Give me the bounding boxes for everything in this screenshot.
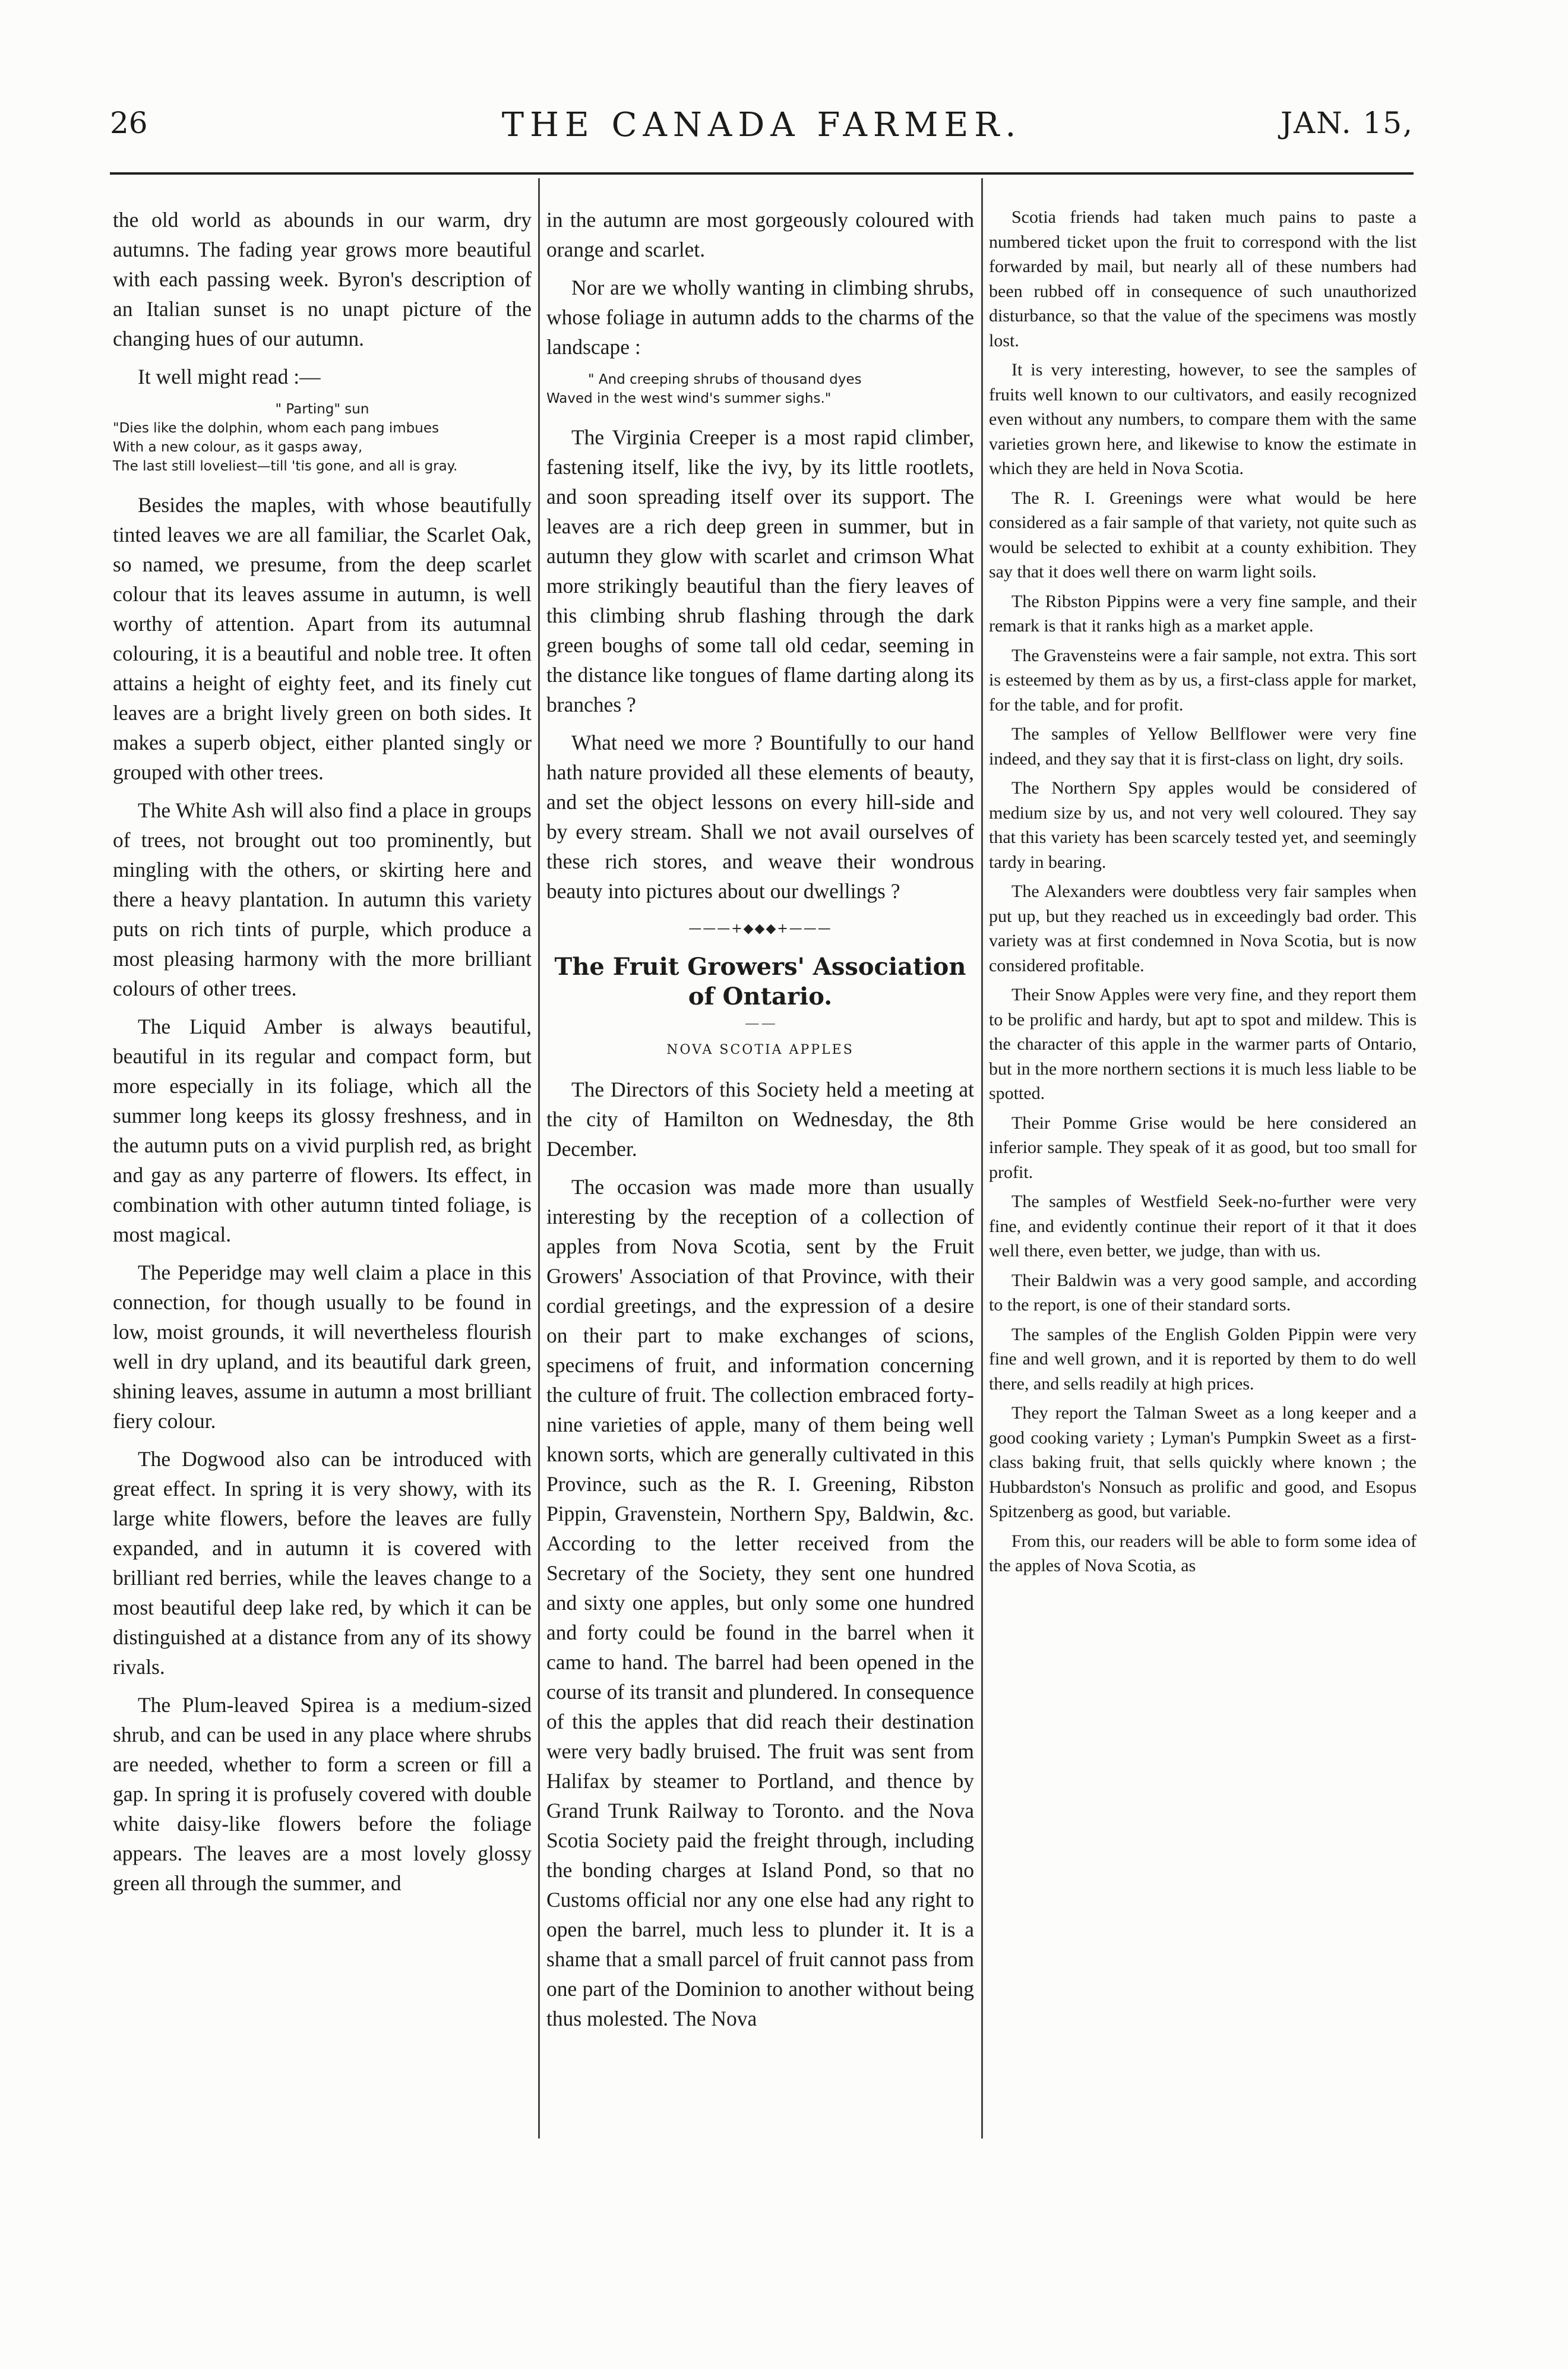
paragraph: The Northern Spy apples would be considered of medium size by us, and not very well coloured. They say that this variety has been scarcely tested yet, and seemingly tardy in bearing. bbox=[989, 778, 1417, 872]
paragraph: The White Ash will also find a place in groups of trees, not brought out too prominently, but mingling with the others, or skirting here and there a heavy plantation. In autumn this variety puts on rich tints of purple, which produce a most pleasing harmony with the more brilliant colours of other trees. bbox=[113, 798, 532, 1000]
article-subhead: NOVA SCOTIA APPLES bbox=[666, 1043, 854, 1057]
paragraph: The Ribston Pippins were a very fine sample, and their remark is that it ranks high as a market apple. bbox=[989, 591, 1417, 636]
poem-quote bbox=[546, 370, 974, 408]
paragraph: the old world as abounds in our warm, dry autumns. The fading year grows more beautiful with each passing week. Byron's description of an Italian sunset is no unapt picture of the changing hues of our autumn. bbox=[113, 208, 532, 350]
paragraph: The Dogwood also can be introduced with great effect. In spring it is very showy, with its large white flowers, before the leaves are fully expanded, and in autumn it is covered with brilliant red berries, while the leaves change to a most beautiful deep lake red, by which it can be distinguished at a distance from any of its showy rivals. bbox=[113, 1447, 532, 1679]
paragraph: The R. I. Greenings were what would be here considered as a fair sample of that variety, not quite such as would be selected to exhibit at a county exhibition. They say that it does well there on warm light soils. bbox=[989, 488, 1417, 582]
paragraph: Their Baldwin was a very good sample, and according to the report, is one of their standard sorts. bbox=[989, 1270, 1417, 1315]
verse-line: Waved in the west wind's summer sighs." bbox=[546, 391, 832, 406]
title-dash: — — bbox=[745, 1015, 775, 1030]
column-1 bbox=[113, 205, 532, 1906]
page-number: 26 bbox=[110, 106, 148, 140]
paragraph: Nor are we wholly wanting in climbing shrubs, whose foliage in autumn adds to the charms of the landscape : bbox=[546, 276, 974, 359]
verse-line: With a new colour, as it gasps away, bbox=[113, 440, 363, 455]
verse-line: " And creeping shrubs of thousand dyes bbox=[588, 372, 862, 387]
paragraph: The Gravensteins were a fair sample, not extra. This sort is esteemed by them as by us, a first-class apple for market, for the table, and for profit. bbox=[989, 645, 1417, 715]
verse-line: " Parting" sun bbox=[275, 402, 369, 417]
header-rule bbox=[110, 172, 1414, 175]
paragraph: What need we more ? Bountifully to our hand hath nature provided all these elements of beauty, and set the object lessons on every hill-side and by every stream. Shall we not avail ourselves of these rich stores, and weave their wondrous beauty into pictures about our dwellings ? bbox=[546, 731, 974, 903]
paragraph: in the autumn are most gorgeously coloured with orange and scarlet. bbox=[546, 208, 974, 261]
column-3 bbox=[989, 205, 1417, 1583]
column-divider bbox=[538, 178, 540, 2139]
paragraph: Their Snow Apples were very fine, and they report them to be prolific and hardy, but apt to spot and mildew. This is the character of this apple in the warmer parts of Ontario, but in the more northern sections it is much less liable to be spotted. bbox=[989, 985, 1417, 1103]
article-title: The Fruit Growers' Association of Ontario. bbox=[554, 953, 966, 1010]
paragraph: The Liquid Amber is always beautiful, beautiful in its regular and compact form, but more especially in its foliage, which all the summer long keeps its glossy freshness, and in the autumn puts on a vivid purplish red, as bright and gay as any parterre of flowers. Its effect, in combination with other autumn tinted foliage, is most magical. bbox=[113, 1015, 532, 1246]
paragraph: The Directors of this Society held a meeting at the city of Hamilton on Wednesday, the 8th December. bbox=[546, 1078, 974, 1161]
poem-quote bbox=[113, 400, 532, 476]
paragraph: The samples of Yellow Bellflower were very fine indeed, and they say that it is first-class on light, dry soils. bbox=[989, 724, 1417, 769]
page-header bbox=[110, 106, 1414, 153]
paragraph: The Virginia Creeper is a most rapid climber, fastening itself, like the ivy, by its little rootlets, and soon spreading itself over its support. The leaves are a rich deep green in summer, but in autumn they glow with scarlet and crimson What more strikingly beautiful than the fiery leaves of this climbing shrub flashing through the dark green boughs of some tall old cedar, seeming in the distance like tongues of flame darting along its branches ? bbox=[546, 425, 974, 716]
paragraph: The Peperidge may well claim a place in this connection, for though usually to be found in low, moist grounds, it will nevertheless flourish well in dry upland, and its beautiful dark green, shining leaves, assume in autumn a most brilliant fiery colour. bbox=[113, 1261, 532, 1433]
issue-date: JAN. 15, bbox=[1280, 106, 1414, 140]
verse-line: "Dies like the dolphin, whom each pang imbues bbox=[113, 421, 439, 436]
paragraph: The Plum-leaved Spirea is a medium-sized shrub, and can be used in any place where shrubs are needed, whether to form a screen or fill a gap. In spring it is profusely covered with double white daisy-like flowers before the foliage appears. The leaves are a most lovely glossy green all through the summer, and bbox=[113, 1693, 532, 1895]
paragraph: Besides the maples, with whose beautifully tinted leaves we are all familiar, the Scarlet Oak, so named, we presume, from the deep scarlet colour that its leaves assume in autumn, is well worthy of attention. Apart from its autumnal colouring, it is a beautiful and noble tree. It often attains a height of eighty feet, and its finely cut leaves are a bright lively green on both sides. It makes a superb object, either planted singly or grouped with other trees. bbox=[113, 493, 532, 784]
paragraph: The samples of the English Golden Pippin were very fine and well grown, and it is reported by them to do well there, and sells readily at high prices. bbox=[989, 1324, 1417, 1394]
paragraph: It well might read :— bbox=[138, 365, 321, 388]
paragraph: Their Pomme Grise would be here considered an inferior sample. They speak of it as good, but too small for profit. bbox=[989, 1113, 1417, 1182]
paragraph: Scotia friends had taken much pains to paste a numbered ticket upon the fruit to correspond with the list forwarded by mail, but nearly all of these numbers had been rubbed off in consequence of such unauthorized disturbance, so that the value of the specimens was mostly lost. bbox=[989, 207, 1417, 350]
paragraph: It is very interesting, however, to see the samples of fruits well known to our cultivators, and easily recognized even without any numbers, to compare them with the same varieties grown here, and likewise to know the estimate in which they are held in Nova Scotia. bbox=[989, 360, 1417, 478]
column-divider bbox=[981, 178, 983, 2139]
section-ornament: ———+◆◆◆+——— bbox=[688, 921, 832, 936]
paragraph: They report the Talman Sweet as a long keeper and a good cooking variety ; Lyman's Pumpkin Sweet as a first-class baking fruit, that sells quickly where known ; the Hubbardston's Nonsuch as prolific and good, and Esopus Spitzenberg as good, but variable. bbox=[989, 1403, 1417, 1521]
paragraph: The occasion was made more than usually interesting by the reception of a collection of apples from Nova Scotia, sent by the Fruit Growers' Association of that Province, with their cordial greetings, and the expression of a desire on their part to make exchanges of scions, specimens of fruit, and information concerning the culture of fruit. The collection embraced forty-nine varieties of apple, many of them being well known sorts, which are generally cultivated in this Province, such as the R. I. Greening, Ribston Pippin, Gravenstein, Northern Spy, Baldwin, &c. According to the letter received from the Secretary of the Society, they sent one hundred and sixty one apples, but only some one hundred and forty could be found in the barrel when it came to hand. The barrel had been opened in the course of its transit and plundered. In consequence of this the apples that did reach their destination were very badly bruised. The fruit was sent from Halifax by steamer to Portland, and thence by Grand Trunk Railway to Toronto. and the Nova Scotia Society paid the freight through, including the bonding charges at Island Pond, so that no Customs official nor any one else had any right to open the barrel, much less to plunder it. It is a shame that a small parcel of fruit cannot pass from one part of the Dominion to another without being thus molested. The Nova bbox=[546, 1175, 974, 2030]
column-2 bbox=[546, 205, 974, 2042]
paragraph: From this, our readers will be able to form some idea of the apples of Nova Scotia, as bbox=[989, 1531, 1417, 1575]
paragraph: The samples of Westfield Seek-no-further were very fine, and evidently continue their report of it that it does well there, even better, we judge, than with us. bbox=[989, 1192, 1417, 1261]
paragraph: The Alexanders were doubtless very fair samples when put up, but they reached us in exceedingly bad order. This variety was at first condemned in Nova Scotia, but is now considered profitable. bbox=[989, 882, 1417, 975]
verse-line: The last still loveliest—till 'tis gone, and all is gray. bbox=[113, 459, 458, 474]
newspaper-title: THE CANADA FARMER. bbox=[501, 106, 1022, 144]
